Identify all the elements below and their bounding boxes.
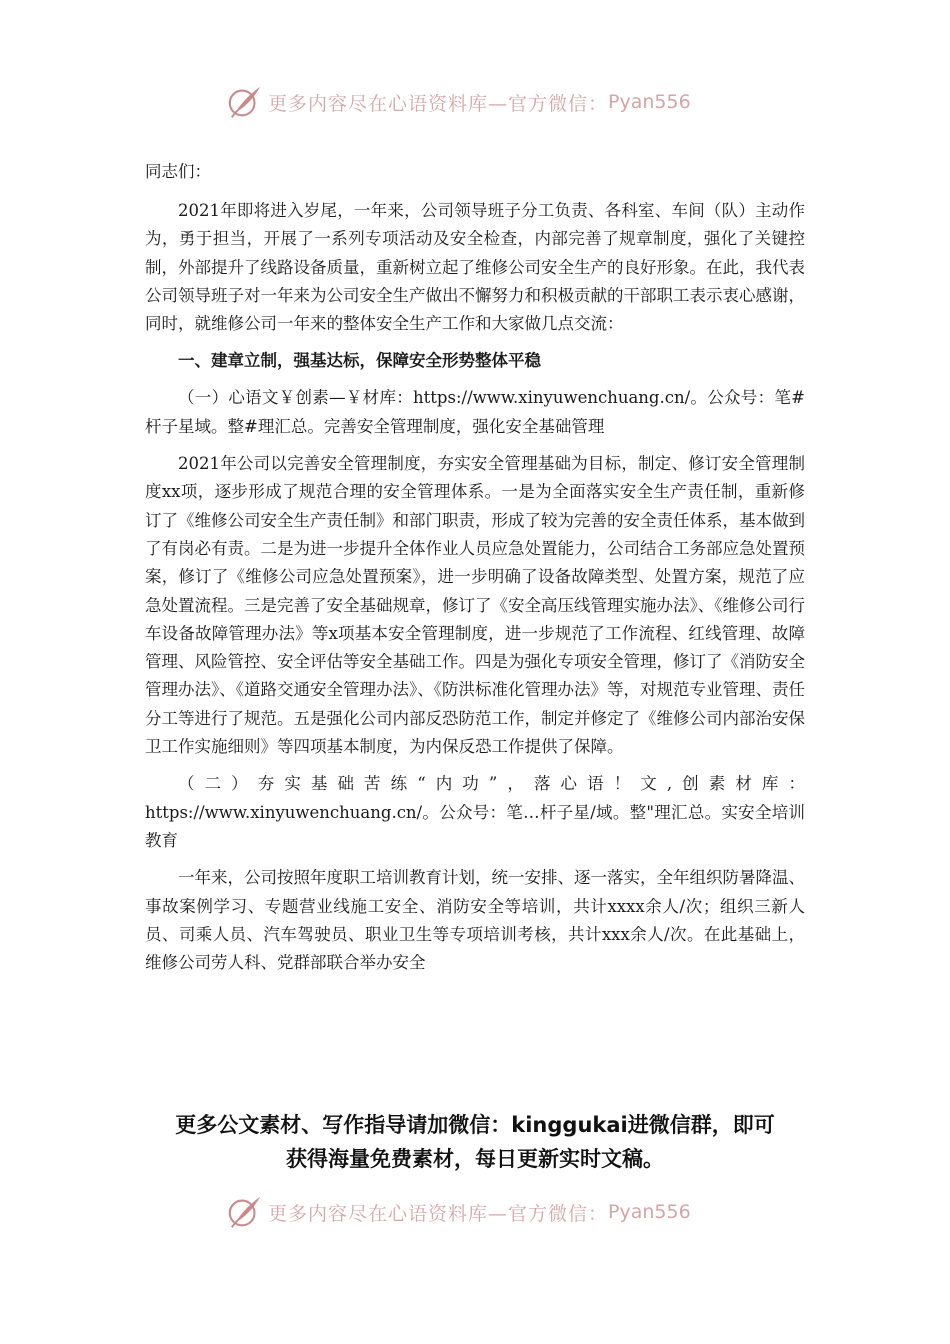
- subsection-body-2: 一年来，公司按照年度职工培训教育计划，统一安排、逐一落实，全年组织防暑降温、事故案例学习、专题营业线施工安全、消防安全等培训，共计xxxx余人/次；组织三新人员、司乘人员、汽车驾驶员、职业卫生等专项培训考核，共计xxx余人/次。在此基础上，维修公司劳人科、党群部联合举办安全: [145, 868, 805, 973]
- banner-wechat-id: Pyan556: [608, 91, 691, 113]
- promo-line-2: 获得海量免费素材，每日更新实时文稿。: [286, 1147, 664, 1171]
- quill-logo-icon: [226, 83, 264, 121]
- section-heading-1: 一、建章立制，强基达标，保障安全形势整体平稳: [178, 351, 541, 371]
- subsection-heading-2: （二）夯实基础苦练“内功”，落心语！文,创素材库：https://www.xinyuwenchuang.cn/。公众号：笔…杆子星/域。整"理汇总。实安全培训教育: [145, 774, 805, 850]
- banner-wechat-id: Pyan556: [608, 1201, 691, 1223]
- intro-paragraph: 2021年即将进入岁尾，一年来，公司领导班子分工负责、各科室、车间（队）主动作为，勇于担当，开展了一系列专项活动及安全检查，内部完善了规章制度，强化了关键控制，外部提升了线路设备质量，重新树立起了维修公司安全生产的良好形象。在此，我代表公司领导班子对一年来为公司安全生产做出不懈努力和积极贡献的干部职工表示衷心感谢，同时，就维修公司一年来的整体安全生产工作和大家做几点交流：: [145, 201, 805, 334]
- header-banner: [226, 82, 726, 122]
- quill-logo-icon: [226, 1193, 264, 1231]
- footer-banner: [226, 1192, 726, 1232]
- salutation: 同志们：: [145, 162, 211, 181]
- document-body: [145, 158, 805, 986]
- subsection-heading-1: （一）心语文￥创素—￥材库：https://www.xinyuwenchuang.cn/。公众号：笔#杆子星域。整#理汇总。完善安全管理制度，强化安全基础管理: [145, 388, 805, 436]
- promo-notice: [110, 1108, 840, 1176]
- banner-text: 更多内容尽在心语资料库—官方微信：: [268, 92, 609, 115]
- subsection-body-1: 2021年公司以完善安全管理制度，夯实安全管理基础为目标，制定、修订安全管理制度xx项，逐步形成了规范合理的安全管理体系。一是为全面落实安全生产责任制，重新修订了《维修公司安全生产责任制》和部门职责，形成了较为完善的安全责任体系，基本做到了有岗必有责。二是为进一步提升全体作业人员应急处置能力，公司结合工务部应急处置预案，修订了《维修公司应急处置预案》，进一步明确了设备故障类型、处置方案，规范了应急处置流程。三是完善了安全基础规章，修订了《安全高压线管理实施办法》、《维修公司行车设备故障管理办法》等x项基本安全管理制度，进一步规范了工作流程、红线管理、故障管理、风险管控、安全评估等安全基础工作。四是为强化专项安全管理，修订了《消防安全管理办法》、《道路交通安全管理办法》、《防洪标准化管理办法》等，对规范专业管理、责任分工等进行了规范。五是强化公司内部反恐防范工作，制定并修定了《维修公司内部治安保卫工作实施细则》等四项基本制度，为内保反恐工作提供了保障。: [145, 454, 805, 757]
- promo-line-1: 更多公文素材、写作指导请加微信：kinggukai进微信群，即可: [175, 1113, 775, 1137]
- banner-text: 更多内容尽在心语资料库—官方微信：: [268, 1202, 609, 1225]
